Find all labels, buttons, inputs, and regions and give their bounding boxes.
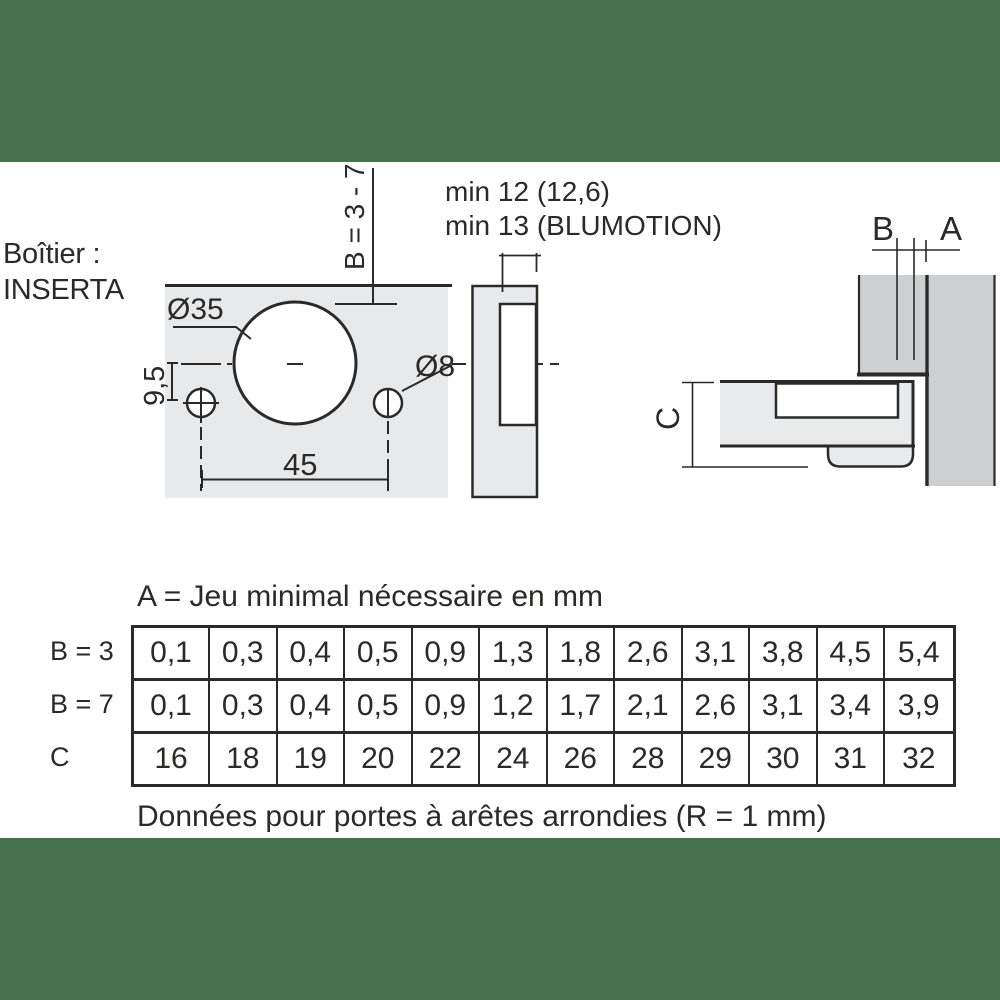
table-cell: 0,3 [210, 628, 278, 681]
section-view [445, 176, 722, 497]
table-cell: 0,1 [134, 681, 210, 734]
cup-slot [500, 304, 536, 425]
depth-label-line2: min 13 (BLUMOTION) [445, 210, 722, 241]
table-cell: 3,1 [750, 681, 818, 734]
table-cell: 28 [615, 734, 683, 784]
table-cell: 3,1 [683, 628, 751, 681]
table-cell: 5,4 [885, 628, 953, 681]
table-cell: 3,9 [885, 681, 953, 734]
table-cell: 0,1 [134, 628, 210, 681]
table-cell: 16 [134, 734, 210, 784]
table-cell: 24 [480, 734, 548, 784]
table-cell: 32 [902, 742, 936, 775]
table-caption: Données pour portes à arêtes arrondies (R = 1 mm) [137, 800, 827, 833]
table-cell: 0,5 [345, 628, 413, 681]
product-label-line1: Boîtier : [3, 238, 101, 270]
table-cell: 0,5 [345, 681, 413, 734]
height-label-c: C [650, 406, 686, 430]
gap-label-b: B [872, 210, 895, 247]
table-cell: 0,9 [413, 681, 481, 734]
cup-distance-label: B = 3 - 7 [339, 163, 370, 270]
clearance-table [131, 625, 956, 787]
table-cell: 31 [818, 734, 886, 784]
table-cell: 1,8 [548, 628, 616, 681]
table-cell: 3,4 [818, 681, 886, 734]
table-cell: 2,6 [615, 628, 683, 681]
bottom-green-band [0, 838, 1000, 1000]
table-row-label: B = 7 [50, 689, 114, 719]
table-cell: 0,4 [278, 628, 346, 681]
hinge-arm-cutout [776, 384, 898, 418]
depth-label-line1: min 12 (12,6) [445, 176, 610, 207]
product-label-line2: INSERTA [3, 274, 124, 306]
table-cell: 1,3 [480, 628, 548, 681]
table-cell: 26 [548, 734, 616, 784]
table-cell: 0,3 [210, 681, 278, 734]
table-cell: 4,5 [818, 628, 886, 681]
dowel-offset-label: 9,5 [139, 365, 171, 406]
table-cell: 2,6 [683, 681, 751, 734]
table-cell: 1,7 [548, 681, 616, 734]
dowel-diameter-label: Ø8 [415, 350, 456, 383]
table-cell: 20 [345, 734, 413, 784]
table-cell: 0,4 [278, 681, 346, 734]
table-cell: 22 [413, 734, 481, 784]
table-cell: 1,2 [480, 681, 548, 734]
table-cell: 3,8 [750, 628, 818, 681]
table-row-labels [50, 625, 114, 784]
cabinet-panel [929, 275, 995, 486]
table-row-label: C [50, 742, 70, 772]
dowel-spacing-label: 45 [283, 447, 318, 482]
cup-diameter-label: Ø35 [167, 293, 224, 326]
door-panel [860, 275, 925, 374]
table-cell: 29 [683, 734, 751, 784]
table-title: A = Jeu minimal nécessaire en mm [137, 580, 604, 613]
table-cell: 2,1 [615, 681, 683, 734]
corner-view [650, 210, 995, 486]
gap-label-a: A [940, 210, 963, 247]
table-cell: 30 [750, 734, 818, 784]
table-row-label: B = 3 [50, 636, 114, 666]
table-cell: 18 [210, 734, 278, 784]
table-cell: 19 [278, 734, 346, 784]
hinge-boss [828, 446, 913, 467]
table-cell: 0,9 [413, 628, 481, 681]
